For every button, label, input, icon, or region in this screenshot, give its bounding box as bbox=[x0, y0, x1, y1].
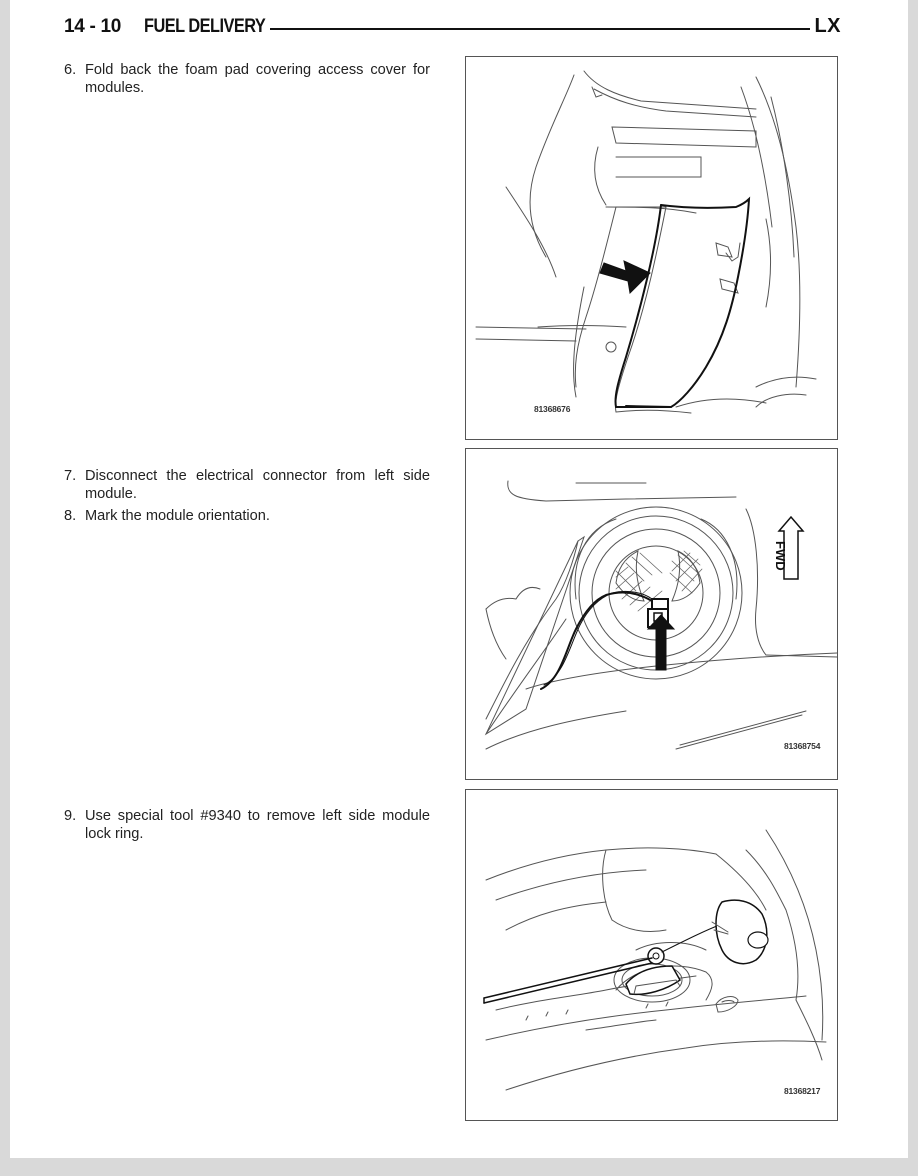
step-text: Disconnect the electrical connector from left side module. bbox=[85, 468, 430, 502]
step-6 bbox=[64, 61, 430, 97]
step-text: Mark the module orientation. bbox=[85, 508, 270, 524]
fwd-label: FWD bbox=[773, 541, 788, 571]
figure-electrical-connector bbox=[465, 448, 838, 780]
step-text: Fold back the foam pad covering access cover for modules. bbox=[85, 62, 430, 96]
step-7 bbox=[64, 467, 430, 503]
step-text: Use special tool #9340 to remove left side module lock ring. bbox=[85, 808, 430, 842]
figure-lock-ring-tool bbox=[465, 789, 838, 1121]
step-number: 8. bbox=[64, 508, 77, 524]
section-title: FUEL DELIVERY bbox=[144, 16, 266, 37]
figure-id: 81368217 bbox=[784, 1086, 821, 1096]
step-number: 9. bbox=[64, 808, 77, 824]
figure-id: 81368754 bbox=[784, 741, 821, 751]
header-rule bbox=[270, 28, 810, 30]
figure-foam-pad bbox=[465, 56, 838, 440]
connector-illustration bbox=[466, 449, 837, 779]
manual-page bbox=[10, 0, 908, 1158]
page-header bbox=[64, 14, 841, 40]
step-number: 6. bbox=[64, 62, 77, 78]
step-number: 7. bbox=[64, 468, 77, 484]
lock-ring-tool-illustration bbox=[466, 790, 837, 1120]
foam-pad-illustration bbox=[466, 57, 837, 439]
figure-id: 81368676 bbox=[534, 404, 571, 414]
page-number: 14 - 10 bbox=[64, 16, 122, 37]
step-8 bbox=[64, 507, 430, 525]
step-9 bbox=[64, 807, 430, 843]
model-code: LX bbox=[814, 15, 841, 37]
